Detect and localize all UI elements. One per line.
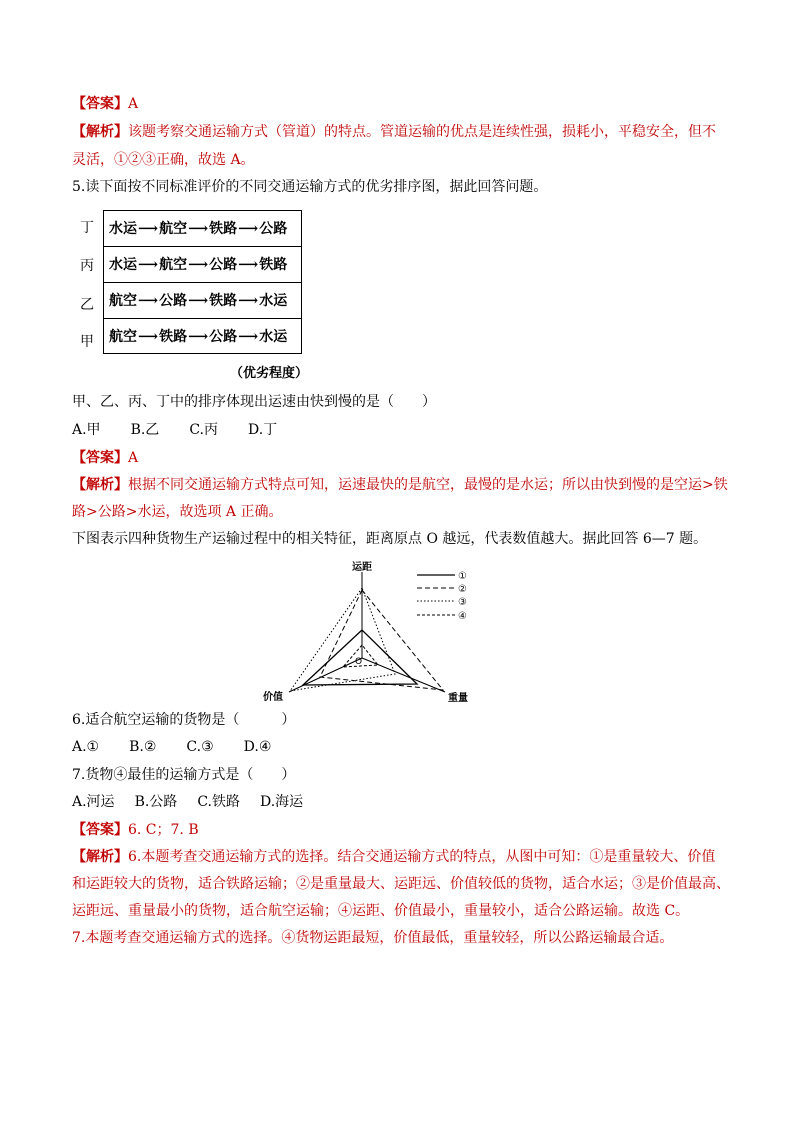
answer-tag: 【答案】: [72, 450, 128, 466]
analysis-6-7-line4: 7.本题考查交通运输方式的选择。④货物运距最短，价值最低，重量较轻，所以公路运输最合适。: [72, 930, 674, 946]
analysis-6-7-line3: 运距远、重量最小的货物，适合航空运输；④运距、价值最小，重量较小，适合公路运输。故选 C。: [72, 903, 690, 919]
option-c: C.铁路: [197, 794, 240, 810]
rank-item: 公路: [209, 257, 238, 273]
answer-tag: 【答案】: [72, 96, 128, 112]
question-7-options: [72, 792, 303, 812]
rank-item: 航空: [109, 329, 137, 345]
analysis-5-line2: 路>公路>水运，故选项 A 正确。: [72, 504, 283, 520]
legend-label-2: ②: [458, 584, 467, 595]
answer-5: [72, 448, 138, 468]
series-3: [290, 588, 395, 691]
option-a: A.河运: [72, 794, 115, 810]
rank-item: 铁路: [209, 293, 238, 309]
rank-label-yi: 乙: [80, 297, 94, 313]
rank-item: 公路: [259, 221, 288, 237]
analysis-1-line1: [72, 122, 716, 142]
rank-item: 公路: [209, 329, 238, 345]
rank-item: 航空: [159, 221, 188, 237]
axis-label-value: 价值: [263, 692, 283, 703]
question-6-stem: 6.适合航空运输的货物是（ ）: [72, 712, 296, 728]
axis-label-weight: 重量: [448, 693, 468, 704]
rank-item: 铁路: [159, 329, 188, 345]
question-5-stem: 5.读下面按不同标准评价的不同交通运输方式的优劣排序图，据此回答问题。: [72, 179, 548, 195]
rank-table: [103, 210, 302, 354]
answer-1: [72, 94, 138, 114]
answer-value: A: [128, 450, 139, 466]
rank-row-yi: 航空⟶公路⟶铁路⟶水运: [104, 283, 301, 319]
rank-item: 水运: [109, 221, 137, 237]
analysis-6-7-line1: [72, 847, 715, 867]
analysis-tag: 【解析】: [72, 849, 128, 865]
legend-label-3: ③: [458, 597, 467, 608]
rank-item: 铁路: [259, 257, 288, 273]
legend-label-4: ④: [458, 611, 467, 622]
axis-weight: [362, 658, 445, 692]
option-b: B.乙: [130, 422, 160, 438]
rank-item: 铁路: [209, 221, 238, 237]
analysis-text: 6.本题考查交通运输方式的选择。结合交通运输方式的特点，从图中可知：①是重量较大、价值: [128, 849, 716, 865]
rank-row-ding: 水运⟶航空⟶铁路⟶公路: [104, 211, 301, 247]
analysis-tag: 【解析】: [72, 477, 128, 493]
analysis-tag: 【解析】: [72, 124, 128, 140]
answer-value: A: [128, 96, 139, 112]
rank-item: 航空: [109, 293, 137, 309]
rank-label-bing: 丙: [80, 258, 94, 274]
question-6-options: [72, 737, 271, 757]
analysis-5-line1: [72, 475, 728, 495]
intro-6-7: 下图表示四种货物生产运输过程中的相关特征，距离原点 O 越远，代表数值越大。据此回答 6—7 题。: [72, 531, 708, 547]
option-b: B.②: [129, 739, 157, 755]
axis-value: [289, 658, 362, 692]
answer-value: 6. C；7. B: [128, 822, 199, 838]
rank-item: 水运: [109, 257, 137, 273]
rank-row-bing: 水运⟶航空⟶公路⟶铁路: [104, 247, 301, 283]
option-d: D.海运: [259, 794, 304, 810]
option-a: A.①: [72, 739, 100, 755]
rank-row-jia: 航空⟶铁路⟶公路⟶水运: [109, 329, 288, 345]
answer-tag: 【答案】: [72, 822, 128, 838]
rank-item: 水运: [259, 293, 288, 309]
option-d: D.丁: [247, 422, 278, 438]
rank-item: 航空: [159, 257, 188, 273]
legend-label-1: ①: [458, 571, 467, 582]
analysis-6-7-line2: 和运距较大的货物，适合铁路运输；②是重量最大、运距远、价值较低的货物，适合水运；③是价值最高、: [72, 876, 730, 892]
option-a: A.甲: [72, 422, 101, 438]
analysis-text: 该题考察交通运输方式（管道）的特点。管道运输的优点是连续性强，损耗小，平稳安全，但不: [128, 124, 716, 140]
origin-label: O: [355, 657, 363, 667]
rank-item: 水运: [259, 329, 288, 345]
option-d: D.④: [243, 739, 272, 755]
radar-diagram: [255, 560, 495, 710]
question-5-options: [72, 420, 277, 440]
axis-label-distance: 运距: [352, 562, 372, 573]
option-c: C.丙: [189, 422, 218, 438]
rank-label-jia: 甲: [80, 334, 94, 350]
option-c: C.③: [186, 739, 214, 755]
rank-caption: （优劣程度）: [230, 366, 309, 381]
rank-label-ding: 丁: [80, 220, 94, 236]
series-2: [320, 590, 443, 690]
option-b: B.公路: [134, 794, 178, 810]
question-5-question: 甲、乙、丙、丁中的排序体现出运速由快到慢的是（ ）: [72, 394, 436, 410]
analysis-1-line2: 灵活，①②③正确，故选 A。: [72, 152, 255, 168]
rank-item: 公路: [159, 293, 188, 309]
analysis-text: 根据不同交通运输方式特点可知，运速最快的是航空，最慢的是水运；所以由快到慢的是空运>铁: [128, 477, 728, 493]
answer-6-7: [72, 820, 199, 840]
question-7-stem: 7.货物④最佳的运输方式是（ ）: [72, 767, 296, 783]
